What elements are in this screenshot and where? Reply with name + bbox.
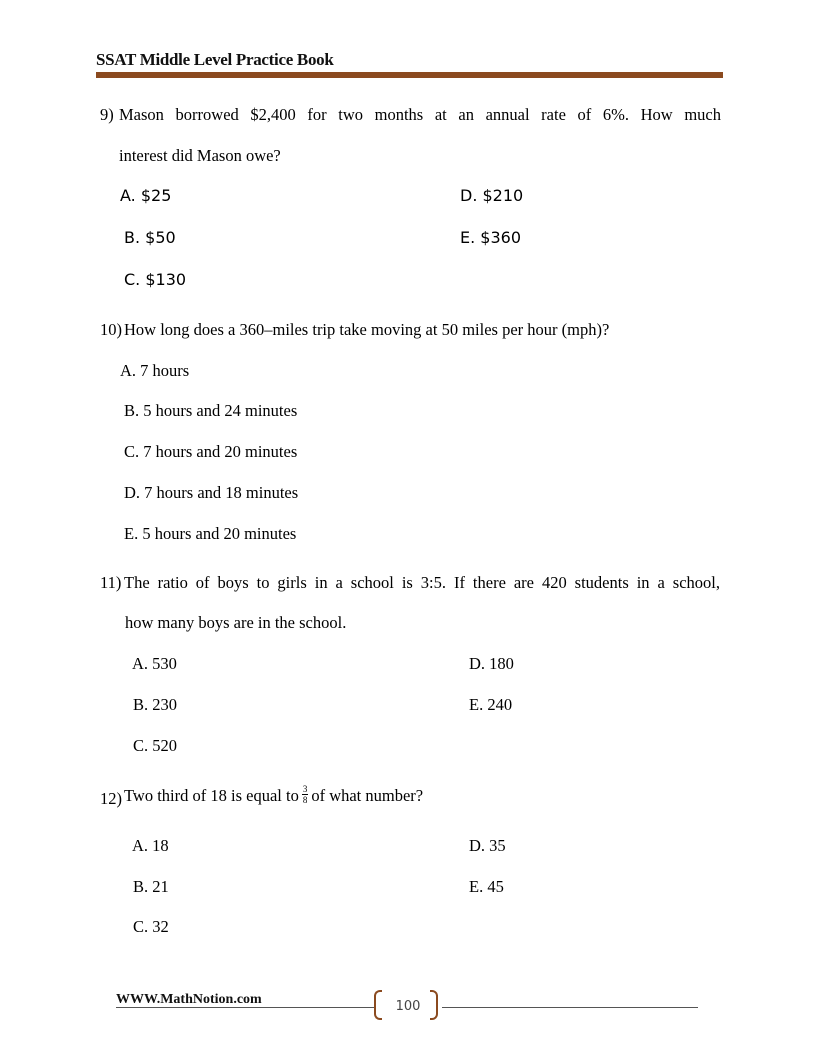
- question-12-choice-c: C. 32: [133, 917, 169, 936]
- question-9-choice-b: B. $50: [124, 228, 176, 247]
- question-12-text-before: Two third of 18 is equal to: [124, 786, 299, 805]
- question-9-text-line2: interest did Mason owe?: [119, 146, 281, 165]
- question-12-number: 12): [100, 789, 122, 808]
- question-11-choice-b: B. 230: [133, 695, 178, 714]
- question-9-choice-d: D. $210: [460, 186, 524, 205]
- question-11-text-line2: how many boys are in the school.: [125, 613, 347, 632]
- question-10-number: 10): [100, 320, 122, 339]
- question-11-choice-e: E. 240: [469, 695, 513, 714]
- question-10-choice-a: A. 7 hours: [120, 361, 190, 380]
- question-12-choice-d: D. 35: [469, 836, 506, 855]
- question-10-choice-d: D. 7 hours and 18 minutes: [124, 483, 299, 502]
- question-9-text-line1: Mason borrowed $2,400 for two months at an annual rate of 6%. How much: [119, 105, 721, 124]
- page-number: 100: [395, 999, 421, 1014]
- header-rule: [96, 72, 723, 78]
- footer-rule-right: [442, 1007, 698, 1008]
- question-12-choice-e: E. 45: [469, 877, 504, 896]
- question-11-number: 11): [100, 573, 122, 592]
- header-title: SSAT Middle Level Practice Book: [96, 50, 334, 69]
- question-10-choice-e: E. 5 hours and 20 minutes: [124, 524, 297, 543]
- footer-rule-left: [116, 1007, 374, 1008]
- question-12-text-after: of what number?: [311, 786, 424, 805]
- question-10-text-line1: How long does a 360–miles trip take moving at 50 miles per hour (mph)?: [124, 320, 610, 339]
- footer-website: WWW.MathNotion.com: [116, 992, 262, 1007]
- question-12-choice-b: B. 21: [133, 877, 169, 896]
- question-12-choice-a: A. 18: [132, 836, 169, 855]
- question-9-choice-a: A. $25: [120, 186, 172, 205]
- page-number-right-bracket: [430, 990, 438, 1020]
- page-number-left-bracket: [374, 990, 382, 1020]
- question-11-choice-a: A. 530: [132, 654, 177, 673]
- question-9-choice-c: C. $130: [124, 270, 187, 289]
- question-11-text-line1: The ratio of boys to girls in a school is 3:5. If there are 420 students in a school,: [124, 573, 720, 592]
- question-10-choice-c: C. 7 hours and 20 minutes: [124, 442, 298, 461]
- question-9-number: 9): [100, 105, 114, 124]
- question-11-choice-d: D. 180: [469, 654, 514, 673]
- question-9-choice-e: E. $360: [460, 228, 521, 247]
- question-12-text-line1: [124, 784, 423, 808]
- fraction-numerator: 3: [302, 784, 308, 795]
- fraction-denominator: 8: [302, 795, 308, 806]
- question-11-choice-c: C. 520: [133, 736, 178, 755]
- question-10-choice-b: B. 5 hours and 24 minutes: [124, 401, 298, 420]
- fraction: [302, 785, 309, 805]
